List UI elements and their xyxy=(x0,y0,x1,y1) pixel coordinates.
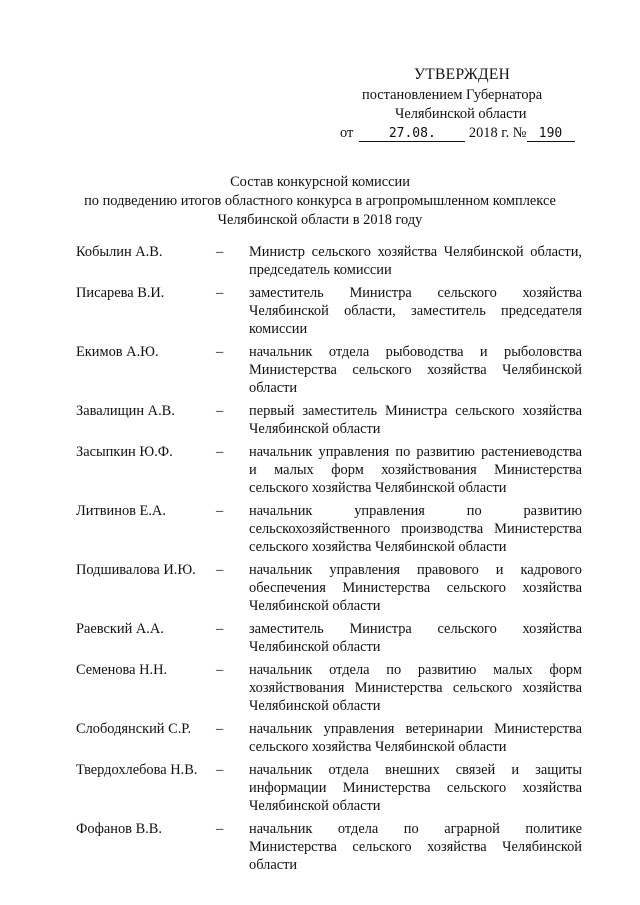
member-role: начальник отдела по аграрной политике Министерства сельского хозяйства Челябинской области xyxy=(249,821,582,873)
title-line-3: Челябинской области в 2018 году xyxy=(217,212,423,228)
member-row xyxy=(76,243,586,279)
title-line-2: по подведению итогов областного конкурса в агропромышленном комплексе xyxy=(84,193,556,209)
member-dash: – xyxy=(216,621,224,637)
resolution-number: 190 xyxy=(527,126,575,142)
member-dash: – xyxy=(216,721,224,737)
member-role: заместитель Министра сельского хозяйства Челябинской области xyxy=(249,621,582,655)
region-line: Челябинской области xyxy=(395,106,527,122)
member-name: Екимов А.Ю. xyxy=(76,344,159,360)
member-row xyxy=(76,820,586,874)
resolution-date: 27.08. xyxy=(359,126,465,142)
member-row xyxy=(76,620,586,656)
member-name: Твердохлебова Н.В. xyxy=(76,762,198,778)
member-dash: – xyxy=(216,344,224,360)
member-role: начальник отдела внешних связей и защиты информации Министерства сельского хозяйства Челябинской области xyxy=(249,762,582,814)
member-name: Завалищин А.В. xyxy=(76,403,175,419)
member-name: Фофанов В.В. xyxy=(76,821,162,837)
member-role: Министр сельского хозяйства Челябинской области, председатель комиссии xyxy=(249,244,582,278)
member-row xyxy=(76,561,586,615)
member-role: начальник управления ветеринарии Министерства сельского хозяйства Челябинской области xyxy=(249,721,582,755)
commission-members-list xyxy=(76,243,586,879)
member-row xyxy=(76,284,586,338)
member-name: Слободянский С.Р. xyxy=(76,721,192,737)
member-row xyxy=(76,761,586,815)
member-name: Раевский А.А. xyxy=(76,621,164,637)
member-name: Засыпкин Ю.Ф. xyxy=(76,444,173,460)
member-row xyxy=(76,443,586,497)
member-dash: – xyxy=(216,562,224,578)
member-row xyxy=(76,502,586,556)
member-dash: – xyxy=(216,821,224,837)
from-label: от xyxy=(340,125,354,141)
member-name: Писарева В.И. xyxy=(76,285,165,301)
member-dash: – xyxy=(216,762,224,778)
member-role: первый заместитель Министра сельского хозяйства Челябинской области xyxy=(249,403,582,437)
member-role: начальник отдела по развитию малых форм хозяйствования Министерства сельского хозяйства Челябинской области xyxy=(249,662,582,714)
member-name: Кобылин А.В. xyxy=(76,244,163,260)
approved-by-line: постановлением Губернатора xyxy=(362,87,543,103)
member-dash: – xyxy=(216,285,224,301)
member-dash: – xyxy=(216,244,224,260)
member-row xyxy=(76,661,586,715)
member-row xyxy=(76,402,586,438)
title-line-1: Состав конкурсной комиссии xyxy=(230,174,410,190)
member-role: заместитель Министра сельского хозяйства Челябинской области, заместитель председателя комиссии xyxy=(249,285,582,337)
date-number-line xyxy=(340,124,575,142)
member-dash: – xyxy=(216,444,224,460)
member-name: Семенова Н.Н. xyxy=(76,662,168,678)
member-row xyxy=(76,343,586,397)
document-title xyxy=(0,173,640,230)
year-number-label: 2018 г. № xyxy=(468,125,527,141)
member-dash: – xyxy=(216,662,224,678)
member-dash: – xyxy=(216,503,224,519)
member-role: начальник отдела рыбоводства и рыболовства Министерства сельского хозяйства Челябинской области xyxy=(249,344,582,396)
member-row xyxy=(76,720,586,756)
member-role: начальник управления по развитию сельскохозяйственного производства Министерства сельского хозяйства Челябинской области xyxy=(249,503,582,555)
member-name: Литвинов Е.А. xyxy=(76,503,166,519)
member-dash: – xyxy=(216,403,224,419)
member-name: Подшивалова И.Ю. xyxy=(76,562,196,578)
member-role: начальник управления по развитию растениеводства и малых форм хозяйствования Министерства сельского хозяйства Челябинской области xyxy=(249,444,582,496)
member-role: начальник управления правового и кадрового обеспечения Министерства сельского хозяйства Челябинской области xyxy=(249,562,582,614)
approved-heading: УТВЕРЖДЕН xyxy=(414,66,511,83)
